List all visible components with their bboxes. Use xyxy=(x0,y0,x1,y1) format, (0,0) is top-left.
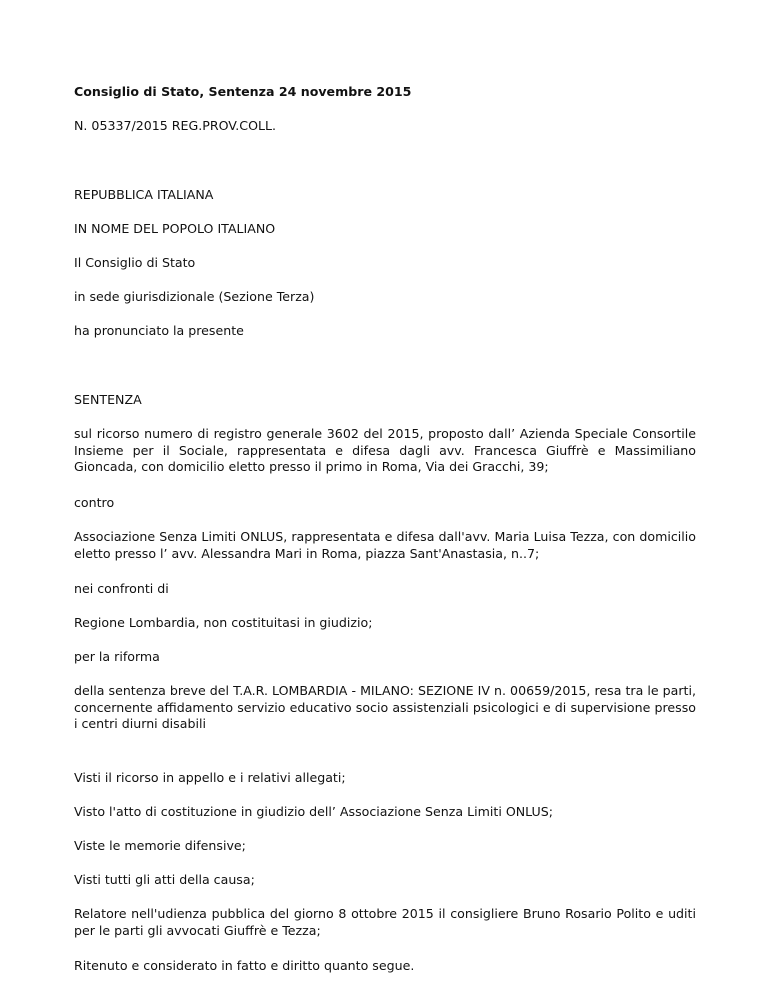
appeal-paragraph: sul ricorso numero di registro generale 3602 del 2015, proposto dall’ Azienda Speciale Consortile Insieme per il Sociale, rappresentata e difesa dagli avv. Francesca Giuffrè e Massimiliano Gioncada, con domicilio eletto presso il primo in Roma, Via dei Gracchi, 39; xyxy=(74,426,696,474)
sentence-heading: SENTENZA xyxy=(74,392,142,407)
considered-line: Ritenuto e considerato in fatto e diritto quanto segue. xyxy=(74,958,415,973)
seen-constitution-line: Visto l'atto di costituzione in giudizio dell’ Associazione Senza Limiti ONLUS; xyxy=(74,804,553,819)
region-line: Regione Lombardia, non costituitasi in giudizio; xyxy=(74,615,373,630)
document-title: Consiglio di Stato, Sentenza 24 novembre 2015 xyxy=(74,84,412,99)
for-reform-line: per la riforma xyxy=(74,649,160,664)
pronounced-line: ha pronunciato la presente xyxy=(74,323,244,338)
court-section: in sede giurisdizionale (Sezione Terza) xyxy=(74,289,315,304)
seen-memories-line: Viste le memorie difensive; xyxy=(74,838,246,853)
in-regard-line: nei confronti di xyxy=(74,581,169,596)
against-line: contro xyxy=(74,495,115,510)
respondent-paragraph: Associazione Senza Limiti ONLUS, rappresentata e difesa dall'avv. Maria Luisa Tezza, con domicilio eletto presso l’ avv. Alessandra Mari in Roma, piazza Sant'Anastasia, n..7; xyxy=(74,529,696,561)
court-name: Il Consiglio di Stato xyxy=(74,255,196,270)
seen-acts-line: Visti tutti gli atti della causa; xyxy=(74,872,255,887)
heading-people: IN NOME DEL POPOLO ITALIANO xyxy=(74,221,276,236)
seen-appeal-line: Visti il ricorso in appello e i relativi allegati; xyxy=(74,770,346,785)
heading-republic: REPUBBLICA ITALIANA xyxy=(74,187,214,202)
document-number: N. 05337/2015 REG.PROV.COLL. xyxy=(74,118,277,133)
reform-paragraph: della sentenza breve del T.A.R. LOMBARDIA - MILANO: SEZIONE IV n. 00659/2015, resa tra le parti, concernente affidamento servizio educativo socio assistenziali psicologici e di supervisione presso i centri diurni disabili xyxy=(74,683,696,731)
rapporteur-paragraph: Relatore nell'udienza pubblica del giorno 8 ottobre 2015 il consigliere Bruno Rosario Polito e uditi per le parti gli avvocati Giuffrè e Tezza; xyxy=(74,906,696,938)
